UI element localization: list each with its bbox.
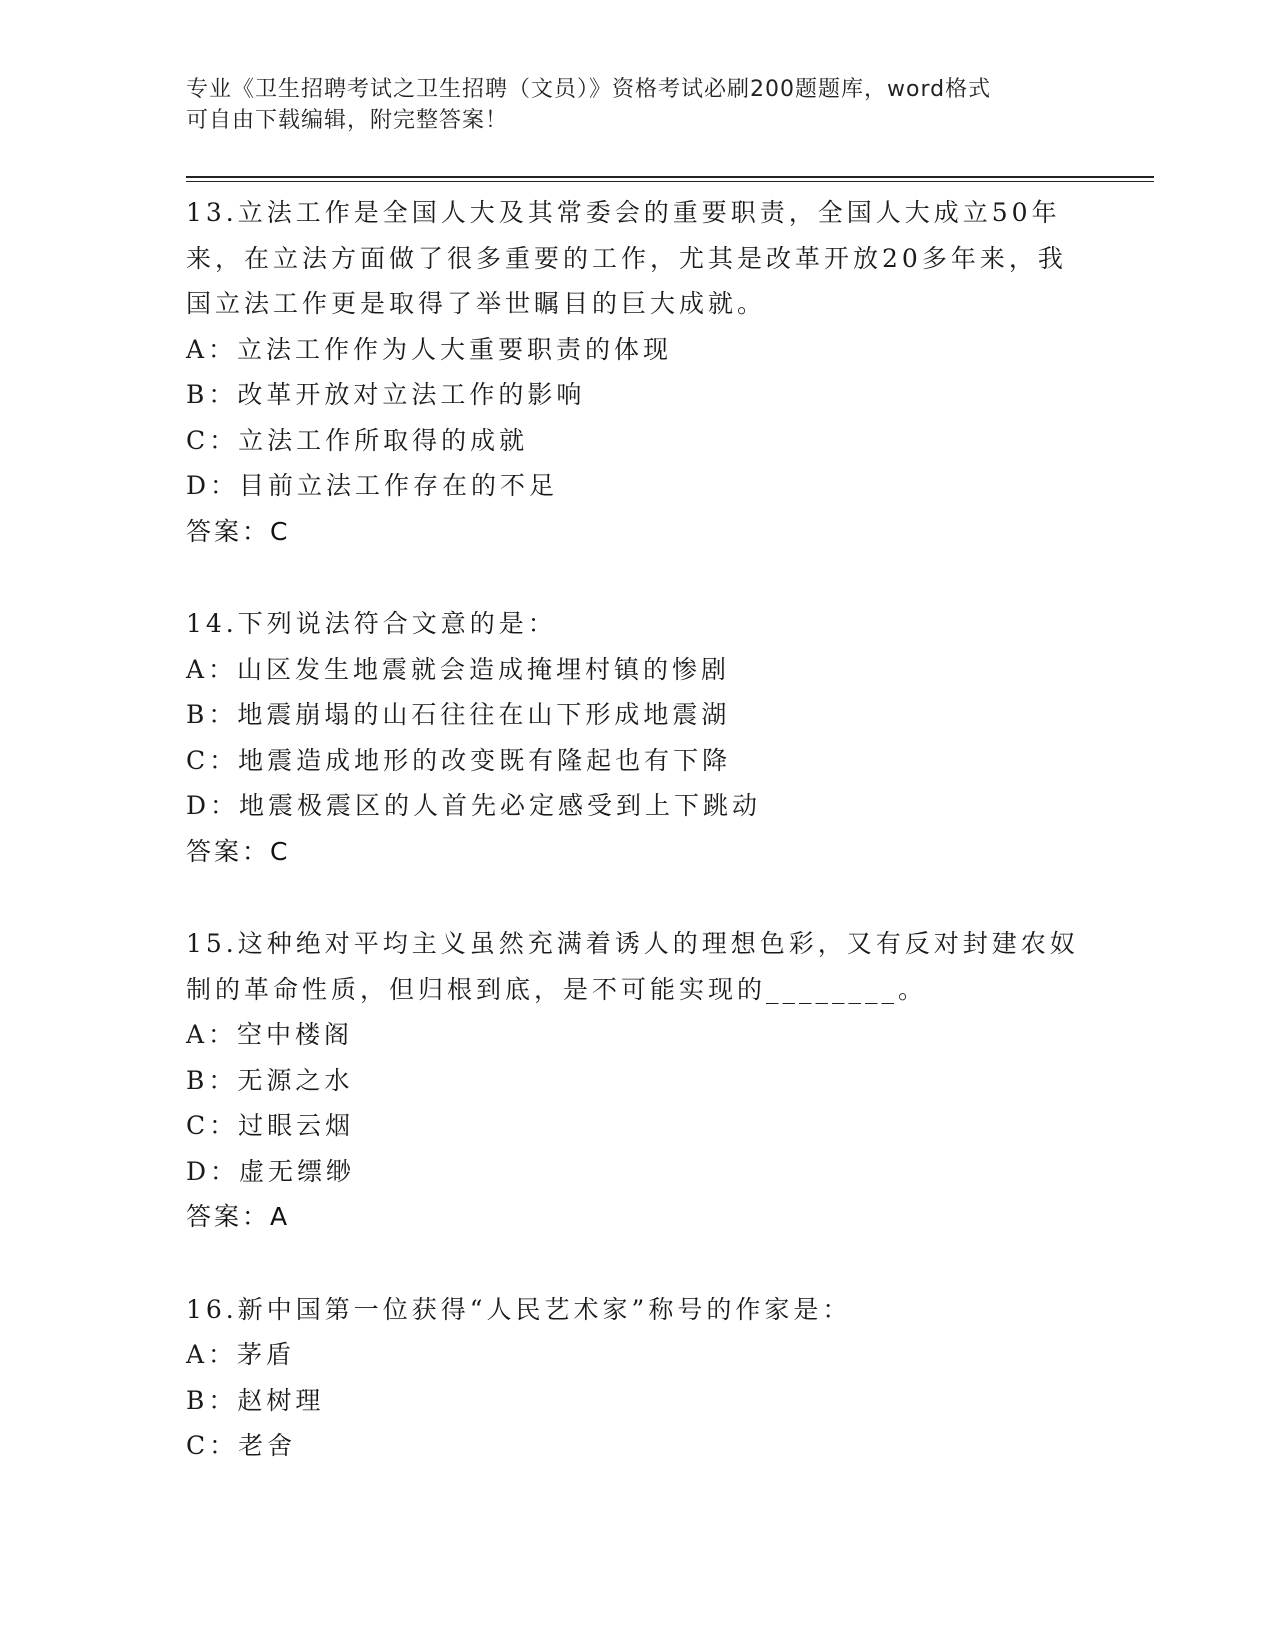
question-15	[186, 921, 1086, 1240]
option-a: A：山区发生地震就会造成掩埋村镇的惨剧	[186, 654, 731, 684]
option-b: B：地震崩塌的山石往往在山下形成地震湖	[186, 700, 731, 729]
option-a: A：立法工作作为人大重要职责的体现	[186, 334, 673, 364]
option-b: B：改革开放对立法工作的影响	[186, 380, 586, 409]
option-c: C：过眼云烟	[186, 1111, 355, 1140]
question-stem-line: 16.新中国第一位获得“人民艺术家”称号的作家是：	[186, 1294, 852, 1324]
question-list	[186, 190, 1086, 1469]
question-stem-line: 制的革命性质，但归根到底，是不可能实现的________。	[186, 974, 928, 1004]
option-c: C：老舍	[186, 1431, 297, 1460]
question-stem-line: 来，在立法方面做了很多重要的工作，尤其是改革开放20多年来，我	[186, 243, 1067, 273]
question-gap	[186, 1240, 1086, 1287]
question-13	[186, 190, 1086, 554]
option-d: D：地震极震区的人首先必定感受到上下跳动	[186, 791, 762, 820]
header-line-2: 可自由下载编辑，附完整答案！	[186, 108, 509, 133]
header-divider	[186, 176, 1154, 182]
answer-line: 答案：C	[186, 516, 291, 546]
header-line-1: 专业《卫生招聘考试之卫生招聘（文员）》资格考试必刷200题题库，word格式	[186, 77, 992, 102]
question-stem-line: 国立法工作更是取得了举世瞩目的巨大成就。	[186, 289, 767, 318]
option-b: B：无源之水	[186, 1065, 354, 1095]
option-d: D：虚无缥缈	[186, 1156, 356, 1186]
option-a: A：茅盾	[186, 1340, 296, 1369]
option-c: C：立法工作所取得的成就	[186, 425, 529, 455]
question-stem-line: 13.立法工作是全国人大及其常委会的重要职责，全国人大成立50年	[186, 198, 1061, 227]
option-b: B：赵树理	[186, 1385, 325, 1415]
option-d: D：目前立法工作存在的不足	[186, 471, 559, 500]
question-gap	[186, 874, 1086, 921]
question-stem-line: 15.这种绝对平均主义虽然充满着诱人的理想色彩，又有反对封建农奴	[186, 929, 1079, 958]
answer-line: 答案：C	[186, 836, 291, 866]
question-gap	[186, 554, 1086, 601]
question-16	[186, 1287, 1086, 1469]
option-a: A：空中楼阁	[186, 1020, 354, 1049]
question-14	[186, 601, 1086, 874]
answer-line: 答案：A	[186, 1202, 291, 1231]
question-stem-line: 14.下列说法符合文意的是：	[186, 609, 557, 638]
page-header	[186, 74, 1086, 136]
option-c: C：地震造成地形的改变既有隆起也有下降	[186, 745, 732, 775]
